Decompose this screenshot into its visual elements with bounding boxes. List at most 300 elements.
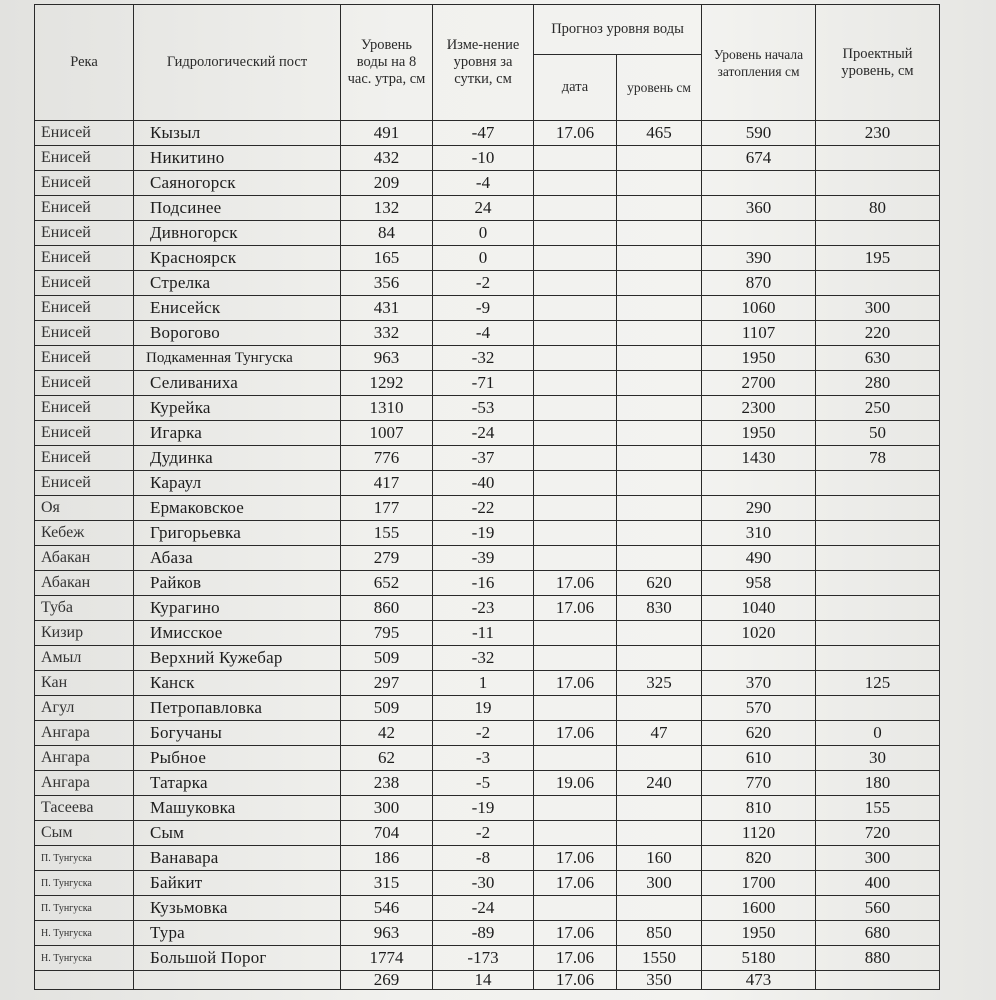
cell-post: Дудинка <box>134 446 341 471</box>
table-row <box>35 621 940 646</box>
cell-change: -24 <box>433 421 534 446</box>
cell-level: 62 <box>341 746 433 771</box>
cell-forecast-date <box>534 146 617 171</box>
header-river: Река <box>35 5 134 121</box>
cell-design-level: 195 <box>816 246 940 271</box>
cell-forecast-date: 17.06 <box>534 671 617 696</box>
table-row <box>35 446 940 471</box>
cell-post: Верхний Кужебар <box>134 646 341 671</box>
cell-river: Ангара <box>35 746 134 771</box>
cell-flood-level: 360 <box>702 196 816 221</box>
cell-design-level: 0 <box>816 721 940 746</box>
cell-change: -8 <box>433 846 534 871</box>
cell-change: -24 <box>433 896 534 921</box>
header-forecast-level: уровень см <box>617 55 702 121</box>
cell-change: -9 <box>433 296 534 321</box>
cell-design-level: 880 <box>816 946 940 971</box>
cell-design-level <box>816 521 940 546</box>
table-row <box>35 721 940 746</box>
cell-change: -2 <box>433 271 534 296</box>
cell-river: Енисей <box>35 121 134 146</box>
cell-change: -5 <box>433 771 534 796</box>
cell-flood-level: 490 <box>702 546 816 571</box>
cell-change: 14 <box>433 971 534 990</box>
cell-flood-level: 1107 <box>702 321 816 346</box>
cell-change: -40 <box>433 471 534 496</box>
cell-flood-level: 1430 <box>702 446 816 471</box>
cell-level: 432 <box>341 146 433 171</box>
cell-change: 1 <box>433 671 534 696</box>
cell-forecast-date: 17.06 <box>534 921 617 946</box>
cell-forecast-level <box>617 296 702 321</box>
cell-flood-level: 473 <box>702 971 816 990</box>
cell-level: 42 <box>341 721 433 746</box>
cell-river: Енисей <box>35 346 134 371</box>
cell-post: Игарка <box>134 421 341 446</box>
cell-post: Сым <box>134 821 341 846</box>
cell-forecast-date: 17.06 <box>534 571 617 596</box>
cell-design-level <box>816 696 940 721</box>
cell-post: Ермаковское <box>134 496 341 521</box>
cell-flood-level: 590 <box>702 121 816 146</box>
cell-flood-level: 370 <box>702 671 816 696</box>
cell-post: Богучаны <box>134 721 341 746</box>
cell-level: 509 <box>341 696 433 721</box>
cell-forecast-date: 17.06 <box>534 871 617 896</box>
cell-river: Енисей <box>35 221 134 246</box>
cell-river: Кан <box>35 671 134 696</box>
cell-change: -32 <box>433 646 534 671</box>
cell-flood-level: 770 <box>702 771 816 796</box>
cell-design-level <box>816 546 940 571</box>
cell-post: Саяногорск <box>134 171 341 196</box>
cell-river: Агул <box>35 696 134 721</box>
cell-forecast-date <box>534 796 617 821</box>
cell-design-level: 180 <box>816 771 940 796</box>
cell-forecast-level <box>617 821 702 846</box>
cell-change: -37 <box>433 446 534 471</box>
cell-level: 1007 <box>341 421 433 446</box>
cell-flood-level: 820 <box>702 846 816 871</box>
cell-flood-level: 1600 <box>702 896 816 921</box>
cell-forecast-level: 240 <box>617 771 702 796</box>
cell-forecast-level <box>617 196 702 221</box>
cell-design-level: 300 <box>816 296 940 321</box>
cell-change: -3 <box>433 746 534 771</box>
cell-forecast-level <box>617 471 702 496</box>
cell-river: Енисей <box>35 196 134 221</box>
cell-forecast-level: 160 <box>617 846 702 871</box>
cell-level: 315 <box>341 871 433 896</box>
cell-river: Ангара <box>35 771 134 796</box>
cell-design-level: 80 <box>816 196 940 221</box>
cell-design-level: 630 <box>816 346 940 371</box>
cell-post: Никитино <box>134 146 341 171</box>
table-row <box>35 171 940 196</box>
cell-flood-level <box>702 171 816 196</box>
cell-forecast-level <box>617 496 702 521</box>
cell-river: П. Тунгуска <box>35 896 134 921</box>
cell-post: Байкит <box>134 871 341 896</box>
cell-design-level: 78 <box>816 446 940 471</box>
cell-flood-level: 1950 <box>702 921 816 946</box>
cell-level: 417 <box>341 471 433 496</box>
cell-flood-level: 1060 <box>702 296 816 321</box>
cell-change: -4 <box>433 321 534 346</box>
cell-forecast-date <box>534 421 617 446</box>
table-row <box>35 821 940 846</box>
cell-forecast-level <box>617 546 702 571</box>
cell-flood-level: 810 <box>702 796 816 821</box>
cell-river <box>35 971 134 990</box>
cell-forecast-level <box>617 621 702 646</box>
cell-forecast-level <box>617 421 702 446</box>
cell-forecast-level <box>617 646 702 671</box>
cell-level: 84 <box>341 221 433 246</box>
cell-design-level: 125 <box>816 671 940 696</box>
cell-forecast-date: 17.06 <box>534 946 617 971</box>
cell-change: 24 <box>433 196 534 221</box>
cell-forecast-date: 17.06 <box>534 971 617 990</box>
cell-forecast-level: 350 <box>617 971 702 990</box>
cell-forecast-level: 325 <box>617 671 702 696</box>
cell-post: Курагино <box>134 596 341 621</box>
cell-change: -30 <box>433 871 534 896</box>
table-row <box>35 671 940 696</box>
cell-forecast-date <box>534 821 617 846</box>
cell-flood-level: 2700 <box>702 371 816 396</box>
cell-forecast-date <box>534 221 617 246</box>
cell-level: 546 <box>341 896 433 921</box>
cell-change: -10 <box>433 146 534 171</box>
cell-design-level: 155 <box>816 796 940 821</box>
cell-flood-level: 290 <box>702 496 816 521</box>
water-level-table <box>34 4 940 990</box>
cell-river: Тасеева <box>35 796 134 821</box>
cell-design-level <box>816 646 940 671</box>
cell-post: Енисейск <box>134 296 341 321</box>
cell-flood-level: 1700 <box>702 871 816 896</box>
table-row <box>35 896 940 921</box>
table-row <box>35 696 940 721</box>
cell-design-level <box>816 146 940 171</box>
cell-river: Н. Тунгуска <box>35 946 134 971</box>
cell-flood-level: 958 <box>702 571 816 596</box>
cell-river: Енисей <box>35 471 134 496</box>
cell-forecast-date <box>534 346 617 371</box>
cell-river: Кизир <box>35 621 134 646</box>
cell-forecast-level: 620 <box>617 571 702 596</box>
cell-change: -89 <box>433 921 534 946</box>
cell-forecast-level <box>617 896 702 921</box>
cell-design-level: 560 <box>816 896 940 921</box>
cell-forecast-level: 300 <box>617 871 702 896</box>
cell-forecast-date <box>534 621 617 646</box>
cell-river: Енисей <box>35 296 134 321</box>
cell-river: Енисей <box>35 446 134 471</box>
cell-river: Енисей <box>35 371 134 396</box>
cell-flood-level: 674 <box>702 146 816 171</box>
cell-design-level <box>816 496 940 521</box>
cell-forecast-level <box>617 321 702 346</box>
cell-level: 177 <box>341 496 433 521</box>
cell-level: 860 <box>341 596 433 621</box>
cell-design-level: 680 <box>816 921 940 946</box>
cell-flood-level: 610 <box>702 746 816 771</box>
header-design-level: Проектный уровень, см <box>816 5 940 121</box>
cell-river: Енисей <box>35 321 134 346</box>
cell-river: Енисей <box>35 396 134 421</box>
cell-design-level <box>816 171 940 196</box>
cell-design-level: 720 <box>816 821 940 846</box>
cell-design-level: 280 <box>816 371 940 396</box>
table-row <box>35 596 940 621</box>
cell-river: П. Тунгуска <box>35 846 134 871</box>
cell-forecast-date <box>534 196 617 221</box>
cell-post: Караул <box>134 471 341 496</box>
header-forecast-date: дата <box>534 55 617 121</box>
table-row <box>35 796 940 821</box>
table-row <box>35 396 940 421</box>
cell-forecast-date <box>534 396 617 421</box>
cell-forecast-date <box>534 296 617 321</box>
cell-river: Енисей <box>35 171 134 196</box>
cell-forecast-level <box>617 346 702 371</box>
table-row <box>35 196 940 221</box>
table-row <box>35 321 940 346</box>
cell-forecast-level <box>617 696 702 721</box>
cell-design-level: 50 <box>816 421 940 446</box>
cell-design-level: 250 <box>816 396 940 421</box>
cell-level: 332 <box>341 321 433 346</box>
cell-forecast-date <box>534 321 617 346</box>
cell-forecast-date <box>534 896 617 921</box>
cell-level: 1292 <box>341 371 433 396</box>
cell-change: -11 <box>433 621 534 646</box>
cell-post: Подкаменная Тунгуска <box>134 346 341 371</box>
table-row <box>35 571 940 596</box>
cell-forecast-date: 19.06 <box>534 771 617 796</box>
cell-post: Дивногорск <box>134 221 341 246</box>
cell-change: -39 <box>433 546 534 571</box>
cell-level: 356 <box>341 271 433 296</box>
cell-forecast-level: 1550 <box>617 946 702 971</box>
cell-post: Машуковка <box>134 796 341 821</box>
cell-flood-level: 5180 <box>702 946 816 971</box>
cell-change: -71 <box>433 371 534 396</box>
cell-forecast-level: 465 <box>617 121 702 146</box>
cell-level: 963 <box>341 921 433 946</box>
cell-level: 165 <box>341 246 433 271</box>
cell-level: 509 <box>341 646 433 671</box>
table-row <box>35 146 940 171</box>
table-row <box>35 946 940 971</box>
cell-post: Курейка <box>134 396 341 421</box>
cell-flood-level: 620 <box>702 721 816 746</box>
cell-change: -19 <box>433 796 534 821</box>
header-change: Изме-нение уровня за сутки, см <box>433 5 534 121</box>
cell-change: 19 <box>433 696 534 721</box>
table-row <box>35 271 940 296</box>
cell-forecast-date <box>534 371 617 396</box>
table-row <box>35 246 940 271</box>
table-row <box>35 921 940 946</box>
cell-river: Енисей <box>35 271 134 296</box>
table-row <box>35 771 940 796</box>
cell-river: Сым <box>35 821 134 846</box>
cell-forecast-date: 17.06 <box>534 721 617 746</box>
cell-change: -23 <box>433 596 534 621</box>
cell-forecast-level: 830 <box>617 596 702 621</box>
table-row <box>35 546 940 571</box>
cell-flood-level <box>702 471 816 496</box>
header-flood-level: Уровень начала затопления см <box>702 5 816 121</box>
cell-design-level <box>816 471 940 496</box>
header-level: Уровень воды на 8 час. утра, см <box>341 5 433 121</box>
cell-post: Тура <box>134 921 341 946</box>
cell-forecast-date <box>534 271 617 296</box>
cell-change: 0 <box>433 221 534 246</box>
cell-river: Енисей <box>35 146 134 171</box>
cell-level: 704 <box>341 821 433 846</box>
cell-design-level: 220 <box>816 321 940 346</box>
cell-forecast-date <box>534 171 617 196</box>
cell-forecast-level <box>617 246 702 271</box>
cell-forecast-date: 17.06 <box>534 121 617 146</box>
cell-level: 155 <box>341 521 433 546</box>
cell-level: 269 <box>341 971 433 990</box>
cell-level: 297 <box>341 671 433 696</box>
table-row <box>35 421 940 446</box>
cell-flood-level <box>702 221 816 246</box>
cell-flood-level: 1120 <box>702 821 816 846</box>
cell-post: Селиваниха <box>134 371 341 396</box>
table-row <box>35 221 940 246</box>
cell-forecast-date <box>534 746 617 771</box>
cell-river: Туба <box>35 596 134 621</box>
cell-forecast-date <box>534 496 617 521</box>
cell-flood-level: 570 <box>702 696 816 721</box>
table-row <box>35 296 940 321</box>
cell-change: -2 <box>433 821 534 846</box>
cell-post: Петропавловка <box>134 696 341 721</box>
cell-change: -22 <box>433 496 534 521</box>
cell-forecast-level <box>617 746 702 771</box>
cell-forecast-date: 17.06 <box>534 846 617 871</box>
cell-river: Кебеж <box>35 521 134 546</box>
cell-level: 300 <box>341 796 433 821</box>
header-post: Гидрологический пост <box>134 5 341 121</box>
cell-change: -2 <box>433 721 534 746</box>
cell-level: 431 <box>341 296 433 321</box>
cell-river: Енисей <box>35 421 134 446</box>
cell-level: 652 <box>341 571 433 596</box>
cell-post: Григорьевка <box>134 521 341 546</box>
cell-post: Красноярск <box>134 246 341 271</box>
cell-change: -32 <box>433 346 534 371</box>
cell-flood-level: 390 <box>702 246 816 271</box>
cell-level: 1774 <box>341 946 433 971</box>
cell-forecast-level <box>617 396 702 421</box>
cell-design-level <box>816 571 940 596</box>
cell-post <box>134 971 341 990</box>
cell-forecast-level <box>617 271 702 296</box>
cell-forecast-level: 850 <box>617 921 702 946</box>
cell-level: 132 <box>341 196 433 221</box>
table-body <box>35 121 940 990</box>
table-row <box>35 746 940 771</box>
cell-change: 0 <box>433 246 534 271</box>
cell-post: Абаза <box>134 546 341 571</box>
cell-design-level: 400 <box>816 871 940 896</box>
cell-flood-level: 1950 <box>702 346 816 371</box>
cell-river: Амыл <box>35 646 134 671</box>
cell-post: Кызыл <box>134 121 341 146</box>
cell-river: Абакан <box>35 546 134 571</box>
cell-flood-level <box>702 646 816 671</box>
cell-design-level <box>816 271 940 296</box>
cell-forecast-level <box>617 171 702 196</box>
cell-level: 209 <box>341 171 433 196</box>
table-row <box>35 971 940 990</box>
cell-post: Имисское <box>134 621 341 646</box>
cell-forecast-date <box>534 446 617 471</box>
cell-forecast-level <box>617 146 702 171</box>
cell-flood-level: 310 <box>702 521 816 546</box>
cell-forecast-level <box>617 796 702 821</box>
cell-forecast-date: 17.06 <box>534 596 617 621</box>
cell-forecast-level <box>617 521 702 546</box>
cell-river: П. Тунгуска <box>35 871 134 896</box>
cell-flood-level: 1950 <box>702 421 816 446</box>
cell-change: -47 <box>433 121 534 146</box>
cell-flood-level: 1020 <box>702 621 816 646</box>
cell-post: Большой Порог <box>134 946 341 971</box>
cell-forecast-date <box>534 471 617 496</box>
cell-level: 963 <box>341 346 433 371</box>
cell-post: Райков <box>134 571 341 596</box>
cell-change: -53 <box>433 396 534 421</box>
cell-forecast-level: 47 <box>617 721 702 746</box>
table-row <box>35 496 940 521</box>
cell-design-level: 300 <box>816 846 940 871</box>
cell-post: Кузьмовка <box>134 896 341 921</box>
cell-change: -4 <box>433 171 534 196</box>
cell-change: -173 <box>433 946 534 971</box>
cell-river: Ангара <box>35 721 134 746</box>
cell-post: Канск <box>134 671 341 696</box>
cell-forecast-level <box>617 371 702 396</box>
cell-design-level <box>816 621 940 646</box>
cell-post: Стрелка <box>134 271 341 296</box>
cell-forecast-date <box>534 546 617 571</box>
cell-flood-level: 1040 <box>702 596 816 621</box>
cell-level: 776 <box>341 446 433 471</box>
cell-forecast-level <box>617 446 702 471</box>
cell-river: Н. Тунгуска <box>35 921 134 946</box>
cell-post: Ворогово <box>134 321 341 346</box>
cell-design-level: 230 <box>816 121 940 146</box>
cell-level: 795 <box>341 621 433 646</box>
cell-forecast-date <box>534 646 617 671</box>
table-row <box>35 346 940 371</box>
cell-forecast-date <box>534 246 617 271</box>
cell-change: -19 <box>433 521 534 546</box>
header-forecast: Прогноз уровня воды <box>534 5 702 55</box>
cell-design-level <box>816 971 940 990</box>
cell-forecast-date <box>534 696 617 721</box>
cell-level: 186 <box>341 846 433 871</box>
